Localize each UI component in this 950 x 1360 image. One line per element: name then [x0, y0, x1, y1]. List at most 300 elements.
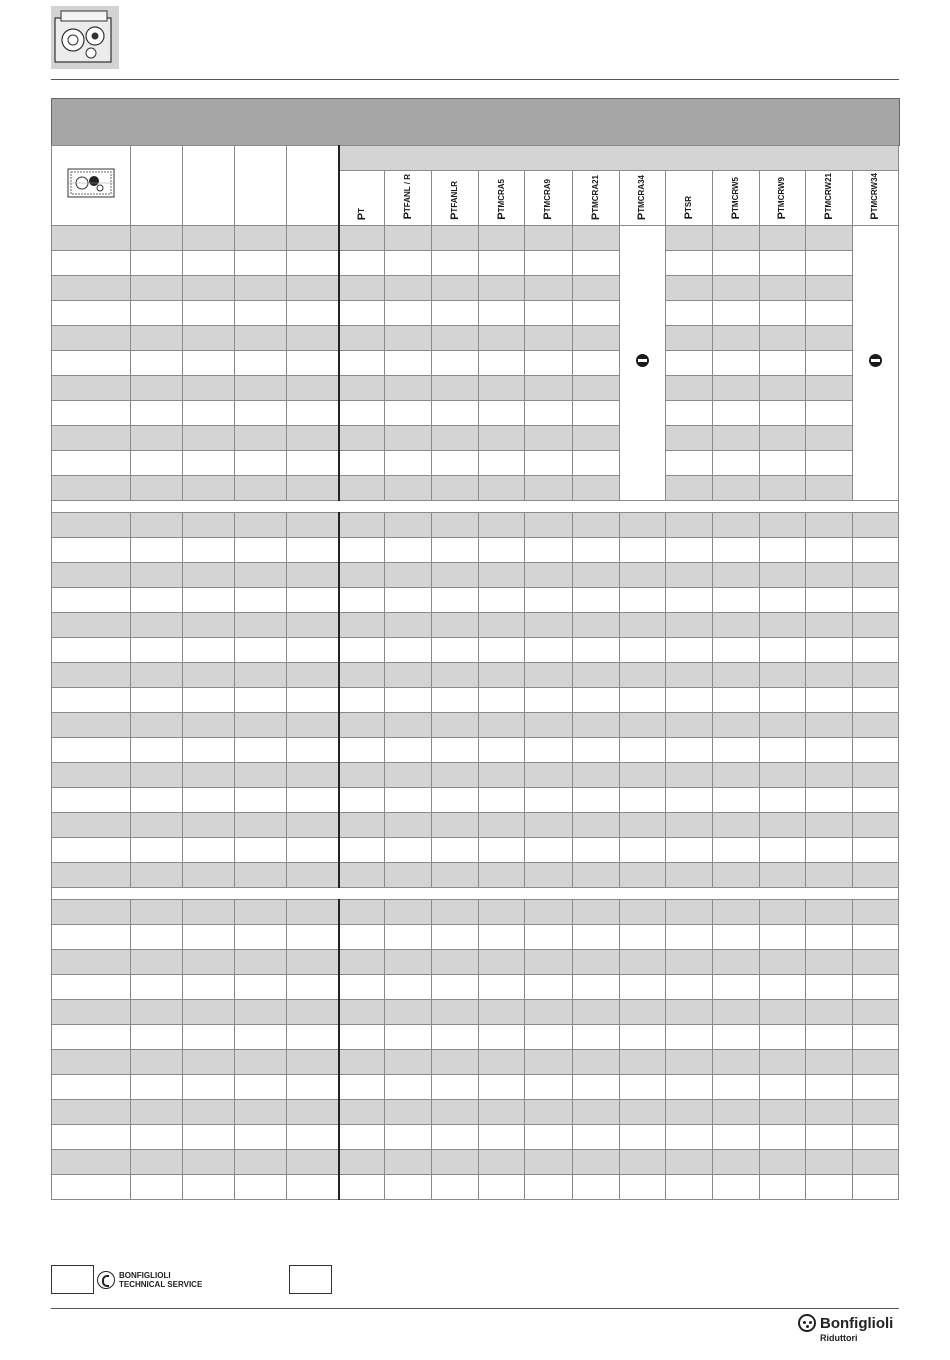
table-cell: [235, 999, 287, 1024]
table-cell: [712, 787, 759, 812]
table-cell: [183, 999, 235, 1024]
table-cell: [131, 999, 183, 1024]
table-cell: [52, 512, 131, 537]
table-cell: [525, 812, 572, 837]
table-cell: [183, 1049, 235, 1074]
table-cell: [183, 325, 235, 350]
table-cell: [183, 687, 235, 712]
table-cell: [131, 1099, 183, 1124]
table-cell: [619, 1024, 665, 1049]
table-cell: [183, 662, 235, 687]
table-cell: [665, 1099, 712, 1124]
table-cell: [712, 949, 759, 974]
table-cell: [385, 999, 432, 1024]
table-cell: [572, 537, 619, 562]
table-row: [52, 250, 899, 275]
table-cell: [183, 862, 235, 887]
table-cell: [339, 400, 385, 425]
table-cell: [712, 375, 759, 400]
table-cell: [479, 762, 525, 787]
table-cell: [572, 687, 619, 712]
table-row: [52, 949, 899, 974]
table-cell: [805, 974, 852, 999]
table-cell: [572, 450, 619, 475]
table-cell: [183, 562, 235, 587]
table-cell: [665, 687, 712, 712]
table-cell: [572, 837, 619, 862]
service-line-2: TECHNICAL SERVICE: [119, 1280, 203, 1289]
table-row: [52, 837, 899, 862]
table-cell: [712, 537, 759, 562]
table-cell: [52, 1174, 131, 1199]
table-cell: [287, 899, 339, 924]
table-cell: [479, 612, 525, 637]
table-cell: [287, 587, 339, 612]
table-cell: [852, 512, 898, 537]
table-cell: [525, 924, 572, 949]
table-cell: [619, 974, 665, 999]
table-cell: [572, 325, 619, 350]
table-cell: [525, 300, 572, 325]
table-cell: [52, 787, 131, 812]
table-cell: [852, 637, 898, 662]
table-cell: [759, 1024, 805, 1049]
table-cell: [759, 1124, 805, 1149]
table-cell: [712, 1024, 759, 1049]
table-cell: [805, 1099, 852, 1124]
table-cell: [131, 812, 183, 837]
table-cell: [287, 999, 339, 1024]
spec-header-1: [131, 146, 183, 226]
table-cell: [287, 300, 339, 325]
table-cell: [479, 1099, 525, 1124]
table-cell: [572, 1174, 619, 1199]
table-cell: [665, 974, 712, 999]
table-cell: [572, 712, 619, 737]
table-cell: [235, 1149, 287, 1174]
table-cell: [665, 400, 712, 425]
table-cell: [805, 1124, 852, 1149]
table-cell: [479, 1174, 525, 1199]
table-cell: [235, 837, 287, 862]
table-cell: [432, 662, 479, 687]
table-cell: [339, 537, 385, 562]
table-cell: [339, 350, 385, 375]
table-cell: [619, 899, 665, 924]
table-cell: [432, 375, 479, 400]
table-cell: [432, 475, 479, 500]
table-cell: [339, 375, 385, 400]
table-cell: [852, 687, 898, 712]
table-cell: [572, 787, 619, 812]
table-cell: [712, 1174, 759, 1199]
table-cell: [712, 662, 759, 687]
table-cell: [712, 762, 759, 787]
table-cell: [759, 475, 805, 500]
table-cell: [665, 512, 712, 537]
table-cell: [572, 275, 619, 300]
table-cell: [805, 450, 852, 475]
table-row: [52, 475, 899, 500]
table-row: [52, 400, 899, 425]
table-cell: [339, 637, 385, 662]
table-row: [52, 1099, 899, 1124]
table-cell: [52, 762, 131, 787]
table-cell: [339, 450, 385, 475]
table-cell: [525, 225, 572, 250]
table-cell: [287, 1149, 339, 1174]
table-cell: [183, 225, 235, 250]
table-cell: [479, 225, 525, 250]
table-cell: [339, 924, 385, 949]
table-cell: [235, 1049, 287, 1074]
col-header-3: [432, 171, 479, 226]
table-cell: [432, 325, 479, 350]
table-cell: [525, 425, 572, 450]
table-cell: [385, 537, 432, 562]
table-cell: [852, 924, 898, 949]
table-cell: [525, 250, 572, 275]
table-cell: [131, 687, 183, 712]
table-cell: [183, 425, 235, 450]
table-cell: [339, 250, 385, 275]
table-cell: [712, 425, 759, 450]
not-available-cell-1: [619, 225, 665, 500]
table-cell: [131, 787, 183, 812]
table-cell: [432, 1074, 479, 1099]
table-cell: [287, 325, 339, 350]
table-cell: [287, 400, 339, 425]
table-cell: [287, 812, 339, 837]
table-cell: [339, 762, 385, 787]
table-cell: [235, 924, 287, 949]
table-cell: [235, 1174, 287, 1199]
table-cell: [235, 250, 287, 275]
table-cell: [852, 1174, 898, 1199]
table-cell: [619, 1124, 665, 1149]
table-cell: [385, 350, 432, 375]
table-cell: [525, 949, 572, 974]
table-cell: [665, 924, 712, 949]
table-cell: [525, 862, 572, 887]
table-cell: [852, 1049, 898, 1074]
table-cell: [759, 862, 805, 887]
table-cell: [619, 1149, 665, 1174]
table-cell: [52, 612, 131, 637]
table-cell: [52, 974, 131, 999]
table-cell: [339, 687, 385, 712]
table-cell: [287, 787, 339, 812]
table-cell: [432, 837, 479, 862]
table-cell: [235, 862, 287, 887]
table-cell: [432, 974, 479, 999]
table-cell: [131, 762, 183, 787]
table-cell: [525, 275, 572, 300]
table-cell: [183, 375, 235, 400]
table-cell: [572, 400, 619, 425]
table-cell: [525, 1049, 572, 1074]
table-cell: [339, 949, 385, 974]
table-row: [52, 637, 899, 662]
table-cell: [131, 1124, 183, 1149]
table-cell: [572, 762, 619, 787]
table-cell: [339, 837, 385, 862]
table-row: [52, 325, 899, 350]
table-cell: [572, 999, 619, 1024]
table-cell: [805, 662, 852, 687]
section-separator: [52, 887, 899, 899]
top-divider: [51, 79, 899, 80]
table-cell: [479, 512, 525, 537]
table-cell: [525, 662, 572, 687]
bottom-divider: [51, 1308, 899, 1309]
table-cell: [287, 475, 339, 500]
table-cell: [759, 737, 805, 762]
table-cell: [525, 475, 572, 500]
col-header-sub: TMCRW21: [823, 173, 833, 213]
table-cell: [235, 787, 287, 812]
table-cell: [572, 1149, 619, 1174]
table-cell: [619, 999, 665, 1024]
table-cell: [131, 737, 183, 762]
table-cell: [183, 712, 235, 737]
table-cell: [479, 425, 525, 450]
table-row: [52, 1124, 899, 1149]
table-cell: [805, 512, 852, 537]
table-cell: [385, 587, 432, 612]
table-cell: [235, 450, 287, 475]
table-cell: [479, 999, 525, 1024]
table-cell: [805, 537, 852, 562]
table-cell: [805, 275, 852, 300]
table-cell: [432, 350, 479, 375]
table-cell: [385, 250, 432, 275]
table-cell: [665, 1049, 712, 1074]
table-cell: [432, 250, 479, 275]
table-cell: [52, 250, 131, 275]
table-cell: [479, 275, 525, 300]
table-cell: [479, 562, 525, 587]
table-cell: [339, 1049, 385, 1074]
table-cell: [131, 1049, 183, 1074]
table-cell: [432, 762, 479, 787]
spec-header-3: [235, 146, 287, 226]
table-cell: [759, 400, 805, 425]
spec-header-4: [287, 146, 339, 226]
table-cell: [52, 375, 131, 400]
table-cell: [235, 400, 287, 425]
table-cell: [805, 250, 852, 275]
table-cell: [805, 300, 852, 325]
table-cell: [759, 662, 805, 687]
table-cell: [805, 400, 852, 425]
table-cell: [385, 737, 432, 762]
table-cell: [339, 1099, 385, 1124]
table-cell: [619, 512, 665, 537]
table-cell: [52, 999, 131, 1024]
table-cell: [852, 1124, 898, 1149]
table-cell: [759, 837, 805, 862]
table-cell: [712, 712, 759, 737]
table-cell: [665, 662, 712, 687]
table-row: [52, 587, 899, 612]
table-cell: [385, 862, 432, 887]
table-cell: [712, 924, 759, 949]
table-cell: [852, 537, 898, 562]
table-cell: [805, 862, 852, 887]
table-cell: [712, 999, 759, 1024]
section-separator: [52, 500, 899, 512]
col-header-1: [339, 171, 385, 226]
table-cell: [339, 862, 385, 887]
table-cell: [665, 1174, 712, 1199]
table-cell: [712, 812, 759, 837]
table-cell: [479, 924, 525, 949]
table-cell: [52, 450, 131, 475]
table-cell: [339, 787, 385, 812]
table-cell: [619, 687, 665, 712]
table-cell: [339, 562, 385, 587]
table-cell: [525, 1174, 572, 1199]
table-row: [52, 450, 899, 475]
col-header-main: P: [729, 212, 742, 220]
table-cell: [287, 250, 339, 275]
table-cell: [339, 275, 385, 300]
table-cell: [665, 837, 712, 862]
table-cell: [572, 475, 619, 500]
table-cell: [183, 275, 235, 300]
table-cell: [572, 587, 619, 612]
table-cell: [665, 300, 712, 325]
table-cell: [183, 537, 235, 562]
table-cell: [759, 924, 805, 949]
table-row: [52, 787, 899, 812]
table-cell: [525, 562, 572, 587]
table-cell: [619, 837, 665, 862]
table-cell: [759, 375, 805, 400]
table-cell: [235, 812, 287, 837]
table-cell: [339, 475, 385, 500]
table-cell: [287, 275, 339, 300]
table-cell: [712, 1149, 759, 1174]
table-cell: [759, 1174, 805, 1199]
table-cell: [432, 562, 479, 587]
table-cell: [665, 787, 712, 812]
table-cell: [385, 687, 432, 712]
table-cell: [131, 712, 183, 737]
table-cell: [235, 762, 287, 787]
table-cell: [52, 562, 131, 587]
table-cell: [52, 300, 131, 325]
table-cell: [665, 899, 712, 924]
table-row: [52, 924, 899, 949]
table-cell: [665, 612, 712, 637]
table-cell: [385, 1149, 432, 1174]
table-cell: [805, 899, 852, 924]
table-cell: [287, 225, 339, 250]
table-cell: [432, 1099, 479, 1124]
table-cell: [852, 974, 898, 999]
table-cell: [665, 562, 712, 587]
table-row: [52, 1049, 899, 1074]
table-row: [52, 537, 899, 562]
table-cell: [805, 1174, 852, 1199]
table-cell: [52, 662, 131, 687]
table-cell: [852, 662, 898, 687]
table-cell: [287, 612, 339, 637]
table-cell: [183, 762, 235, 787]
table-cell: [385, 1074, 432, 1099]
table-cell: [183, 974, 235, 999]
table-cell: [572, 225, 619, 250]
table-row: [52, 862, 899, 887]
table-cell: [619, 949, 665, 974]
table-cell: [131, 350, 183, 375]
table-cell: [385, 899, 432, 924]
table-cell: [805, 1049, 852, 1074]
table-cell: [479, 662, 525, 687]
table-cell: [619, 862, 665, 887]
table-cell: [525, 899, 572, 924]
footer-right-box: [289, 1265, 332, 1294]
table-cell: [287, 924, 339, 949]
table-cell: [287, 949, 339, 974]
table-cell: [525, 687, 572, 712]
table-cell: [525, 1124, 572, 1149]
table-cell: [339, 612, 385, 637]
table-cell: [385, 400, 432, 425]
table-cell: [432, 1024, 479, 1049]
mounting-diagram-cell: [52, 146, 131, 226]
table-cell: [852, 949, 898, 974]
gearbox-product-image: [51, 6, 119, 69]
table-cell: [805, 949, 852, 974]
table-cell: [572, 974, 619, 999]
col-header-main: P: [356, 212, 369, 220]
table-cell: [759, 425, 805, 450]
table-cell: [287, 712, 339, 737]
table-cell: [479, 537, 525, 562]
table-cell: [385, 837, 432, 862]
table-cell: [52, 425, 131, 450]
col-header-4: [479, 171, 525, 226]
table-cell: [479, 712, 525, 737]
col-header-main: P: [869, 212, 882, 220]
table-cell: [432, 812, 479, 837]
table-cell: [712, 562, 759, 587]
table-cell: [525, 974, 572, 999]
table-cell: [432, 400, 479, 425]
table-cell: [131, 425, 183, 450]
table-cell: [665, 325, 712, 350]
table-cell: [479, 1024, 525, 1049]
table-cell: [805, 325, 852, 350]
table-cell: [572, 425, 619, 450]
table-cell: [759, 300, 805, 325]
table-cell: [235, 350, 287, 375]
table-cell: [805, 587, 852, 612]
table-cell: [183, 350, 235, 375]
table-cell: [572, 637, 619, 662]
table-cell: [525, 712, 572, 737]
table-cell: [183, 250, 235, 275]
table-cell: [805, 375, 852, 400]
table-cell: [131, 512, 183, 537]
table-cell: [805, 999, 852, 1024]
table-cell: [287, 762, 339, 787]
table-cell: [525, 612, 572, 637]
table-row: [52, 1074, 899, 1099]
